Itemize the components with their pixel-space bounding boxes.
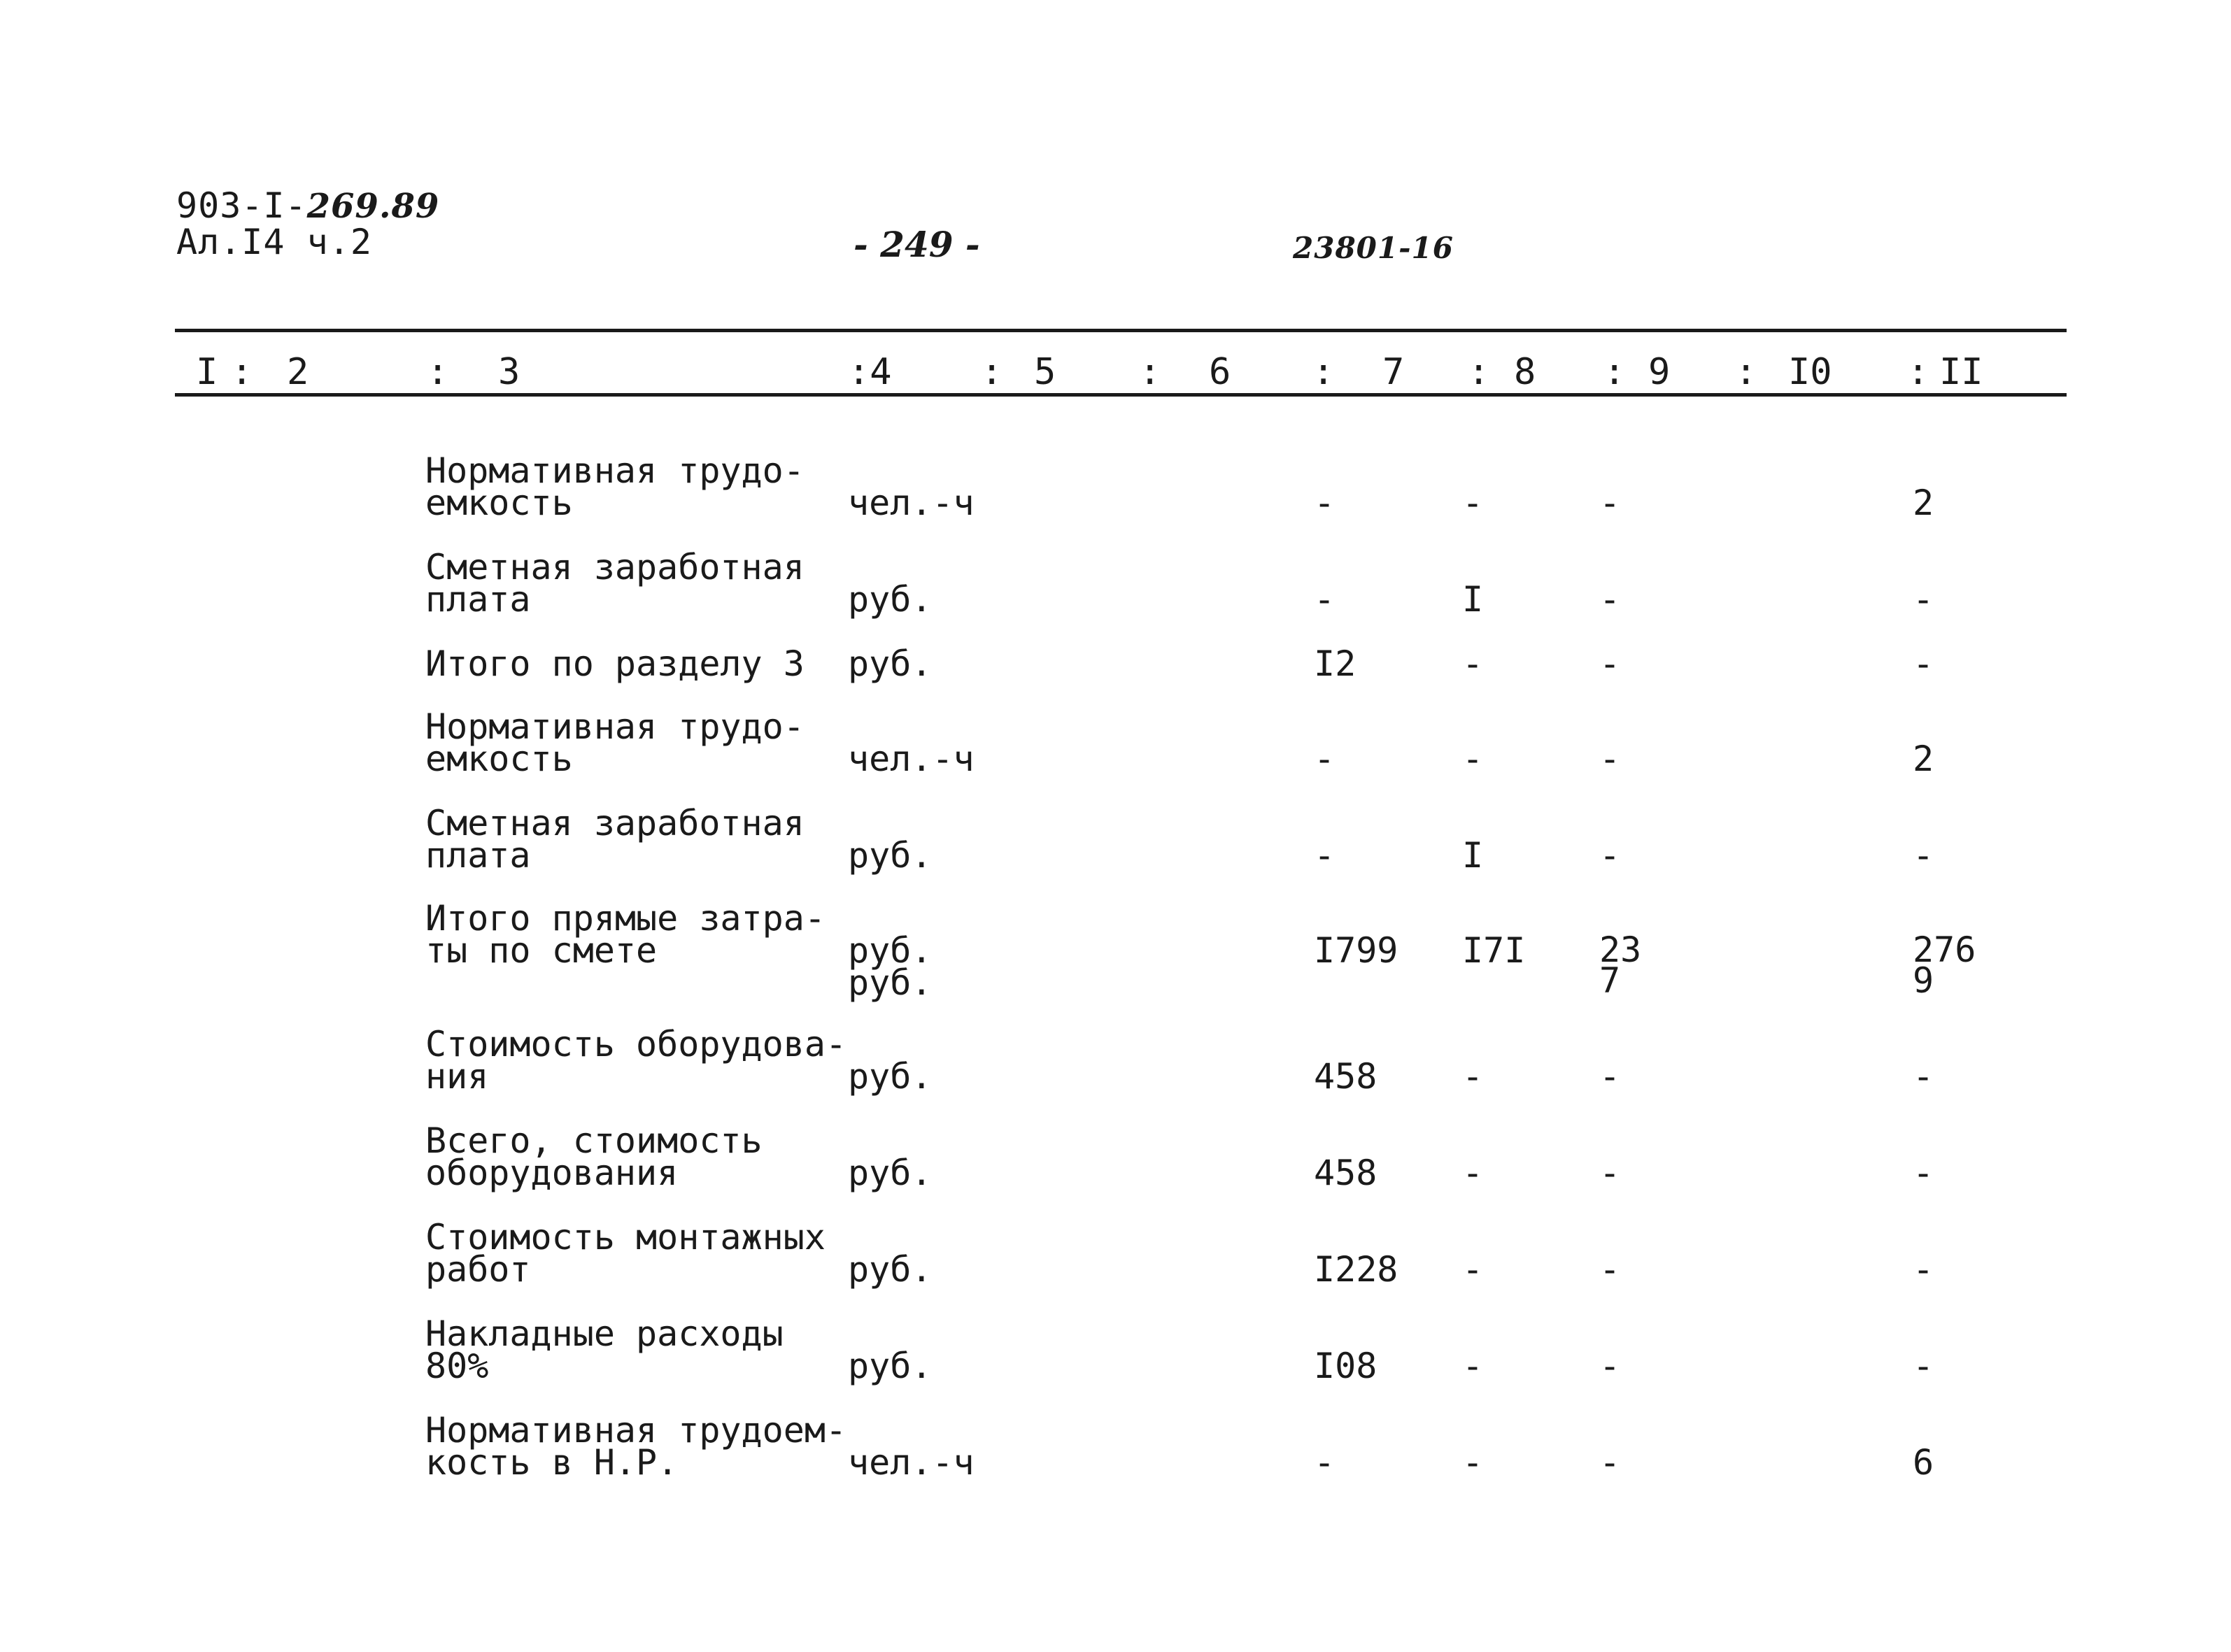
row-label: Сметная заработная плата — [425, 803, 805, 876]
row-label: Всего, стоимость оборудования — [425, 1120, 763, 1193]
row-label: Итого по разделу 3 — [425, 643, 805, 684]
col-sep: : — [1312, 351, 1335, 393]
column-header-row — [0, 351, 2231, 393]
row-unit: руб. — [848, 1153, 933, 1193]
col9-value: - — [1599, 1346, 1621, 1386]
col9-value: - — [1599, 1056, 1621, 1097]
col-sep: : — [1735, 351, 1757, 393]
document-code — [176, 185, 440, 226]
row-unit: чел.-ч — [848, 739, 975, 779]
col9-value: - — [1599, 1249, 1621, 1290]
row-unit: руб. — [848, 1249, 933, 1290]
col8-value: - — [1462, 1442, 1484, 1483]
col7-value: I228 — [1314, 1249, 1398, 1290]
col11-value: - — [1913, 579, 1934, 620]
col7-value: - — [1314, 835, 1336, 876]
row-label: Итого прямые затра- ты по смете — [425, 898, 826, 971]
row-unit: руб. — [848, 579, 933, 620]
col8-value: I — [1462, 835, 1484, 876]
col7-value: - — [1314, 739, 1336, 779]
header-bottom-rule — [175, 393, 2067, 397]
col8-value: - — [1462, 1346, 1484, 1386]
col11-value: 6 — [1913, 1442, 1934, 1483]
col7-value: 458 — [1314, 1056, 1377, 1097]
col11-value: 2 — [1913, 483, 1934, 523]
document-id: 23801-16 — [1293, 231, 1454, 265]
col11-value: - — [1913, 835, 1934, 876]
col-sep: : — [1468, 351, 1490, 393]
col-sep: : — [427, 351, 449, 393]
col-head-7: 7 — [1382, 351, 1405, 393]
col9-value: - — [1599, 643, 1621, 684]
row-unit: чел.-ч — [848, 483, 975, 523]
col8-value: - — [1462, 483, 1484, 523]
col7-value: I799 — [1314, 930, 1398, 971]
col-head-11: II — [1939, 351, 1983, 393]
col-head-10: I0 — [1788, 351, 1832, 393]
col-sep: : — [1907, 351, 1929, 393]
col8-value: - — [1462, 1153, 1484, 1193]
sheet-reference: Ал.I4 ч.2 — [176, 222, 372, 262]
col9-value: - — [1599, 835, 1621, 876]
col8-value: - — [1462, 1056, 1484, 1097]
row-unit: чел.-ч — [848, 1442, 975, 1483]
row-label: Стоимость оборудова- ния — [425, 1024, 847, 1097]
col11-value: - — [1913, 643, 1934, 684]
col-head-1: I — [196, 351, 218, 393]
document-code-handwritten: 269.89 — [306, 187, 440, 226]
col7-value: 458 — [1314, 1153, 1377, 1193]
col11-value: - — [1913, 1153, 1934, 1193]
col9-value: 23 7 — [1599, 930, 1642, 1001]
col11-value: - — [1913, 1056, 1934, 1097]
col9-value: - — [1599, 1442, 1621, 1483]
col-head-9: 9 — [1648, 351, 1671, 393]
header-top-rule — [175, 329, 2067, 332]
document-code-typed: 903-I- — [176, 185, 307, 226]
col-head-6: 6 — [1209, 351, 1231, 393]
row-label: Нормативная трудо- емкость — [425, 706, 805, 779]
row-label: Накладные расходы 80% — [425, 1313, 784, 1386]
row-label: Стоимость монтажных работ — [425, 1217, 826, 1290]
col11-value: 276 9 — [1913, 930, 1976, 1001]
row-label: Нормативная трудо- емкость — [425, 450, 805, 523]
col8-value: - — [1462, 1249, 1484, 1290]
col8-value: - — [1462, 643, 1484, 684]
col7-value: - — [1314, 579, 1336, 620]
col-sep: : — [1603, 351, 1626, 393]
col-head-2: 2 — [287, 351, 309, 393]
col9-value: - — [1599, 579, 1621, 620]
col-head-8: 8 — [1514, 351, 1536, 393]
col-sep: : — [231, 351, 253, 393]
col-sep: : — [1139, 351, 1161, 393]
col-head-4: :4 — [848, 351, 892, 393]
col11-value: - — [1913, 1346, 1934, 1386]
col7-value: I08 — [1314, 1346, 1377, 1386]
row-unit: руб. — [848, 643, 933, 684]
col-head-5: 5 — [1034, 351, 1056, 393]
col-head-3: 3 — [498, 351, 520, 393]
col7-value: I2 — [1314, 643, 1357, 684]
page-number: - 249 - — [854, 224, 980, 265]
col11-value: - — [1913, 1249, 1934, 1290]
col-sep: : — [981, 351, 1003, 393]
col9-value: - — [1599, 1153, 1621, 1193]
row-label: Сметная заработная плата — [425, 547, 805, 620]
row-label: Нормативная трудоем- кость в Н.Р. — [425, 1410, 847, 1483]
col9-value: - — [1599, 739, 1621, 779]
col9-value: - — [1599, 483, 1621, 523]
col7-value: - — [1314, 483, 1336, 523]
row-unit: руб. руб. — [848, 930, 933, 1003]
col7-value: - — [1314, 1442, 1336, 1483]
col8-value: I7I — [1462, 930, 1526, 971]
row-unit: руб. — [848, 1346, 933, 1386]
col8-value: I — [1462, 579, 1484, 620]
row-unit: руб. — [848, 835, 933, 876]
col11-value: 2 — [1913, 739, 1934, 779]
col8-value: - — [1462, 739, 1484, 779]
row-unit: руб. — [848, 1056, 933, 1097]
